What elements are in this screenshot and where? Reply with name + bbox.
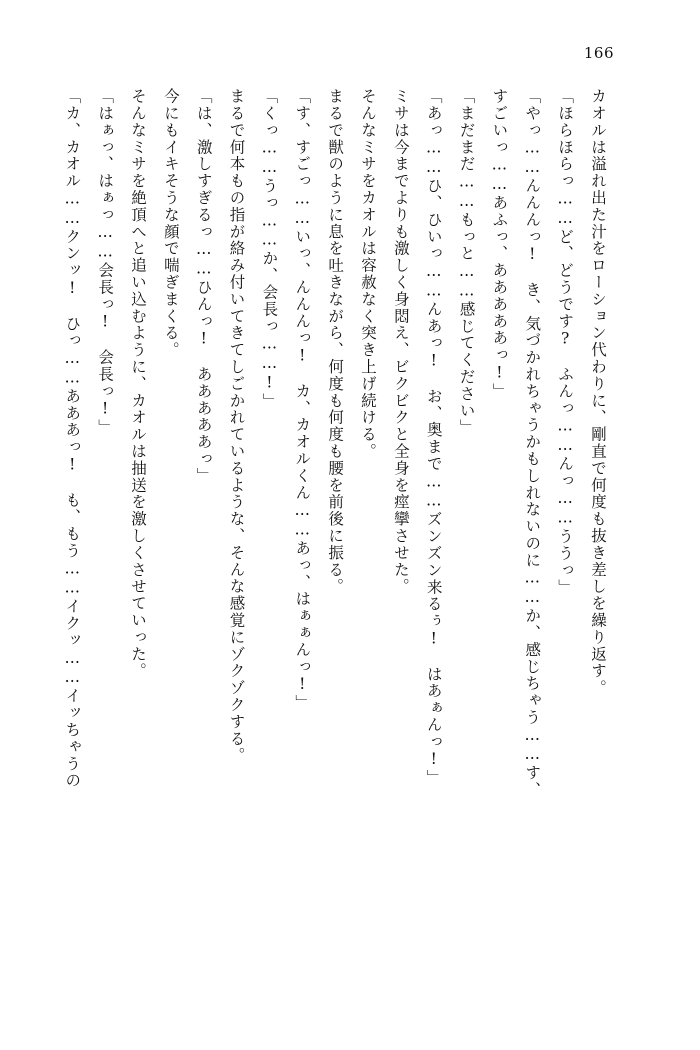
text-line: まるで何本もの指が絡み付いてきてしごかれているような、そんな感覚にゾクゾクする。: [227, 88, 246, 764]
text-line: カオルは溢れ出た汁をローション代わりに、剛直で何度も抜き差しを繰り返す。: [589, 88, 607, 697]
text-line: 「くっ……うっ……か、会長っ……!」: [260, 88, 279, 410]
text-line: ミサは今までよりも激しく身悶え、ビクビクと全身を痙攣させた。: [391, 88, 410, 595]
text-line: 「す、すごっ……いっ、んんんっ! カ、カオルくん……あっ、はぁぁんっ!」: [293, 88, 312, 712]
text-line: 「ほらほらっ……ど、どうです? ふんっ……んっ……ううっ」: [556, 88, 575, 596]
text-line: 「あっ……ひ、ひいっ……んあっ! お、奥まで……ズンズン来るぅ! はあぁんっ!」: [424, 88, 443, 787]
text-line: 「まだまだ……もっと……感じてください」: [457, 88, 476, 436]
text-line: 「はぁっ、はぁっ……会長っ! 会長っ!」: [96, 88, 115, 436]
text-line: 「は、激しすぎるっ……ひんっ! あああああっ」: [194, 88, 213, 485]
page-text-body: [62, 88, 614, 1010]
page-number: 166: [583, 44, 614, 62]
text-line: すごいっ……あふっ、あああああっ!」: [490, 88, 509, 400]
text-line: そんなミサを絶頂へと追い込むように、カオルは抽送を激しくさせていった。: [128, 88, 147, 680]
text-line: まるで獣のように息を吐きながら、何度も何度も腰を前後に振る。: [326, 88, 345, 595]
text-line: 「やっ……んんんっ! き、気づかれちゃうかもしれないのに……か、感じちゃう……す、: [523, 88, 542, 799]
text-line: そんなミサをカオルは容赦なく突き上げ続ける。: [358, 88, 377, 460]
text-line: 「カ、カオル……クンッ! ひっ……あああっ! も、もう……イクッ……イッちゃうの: [63, 88, 82, 789]
text-line: 今にもイキそうな顔で喘ぎまくる。: [161, 88, 180, 359]
